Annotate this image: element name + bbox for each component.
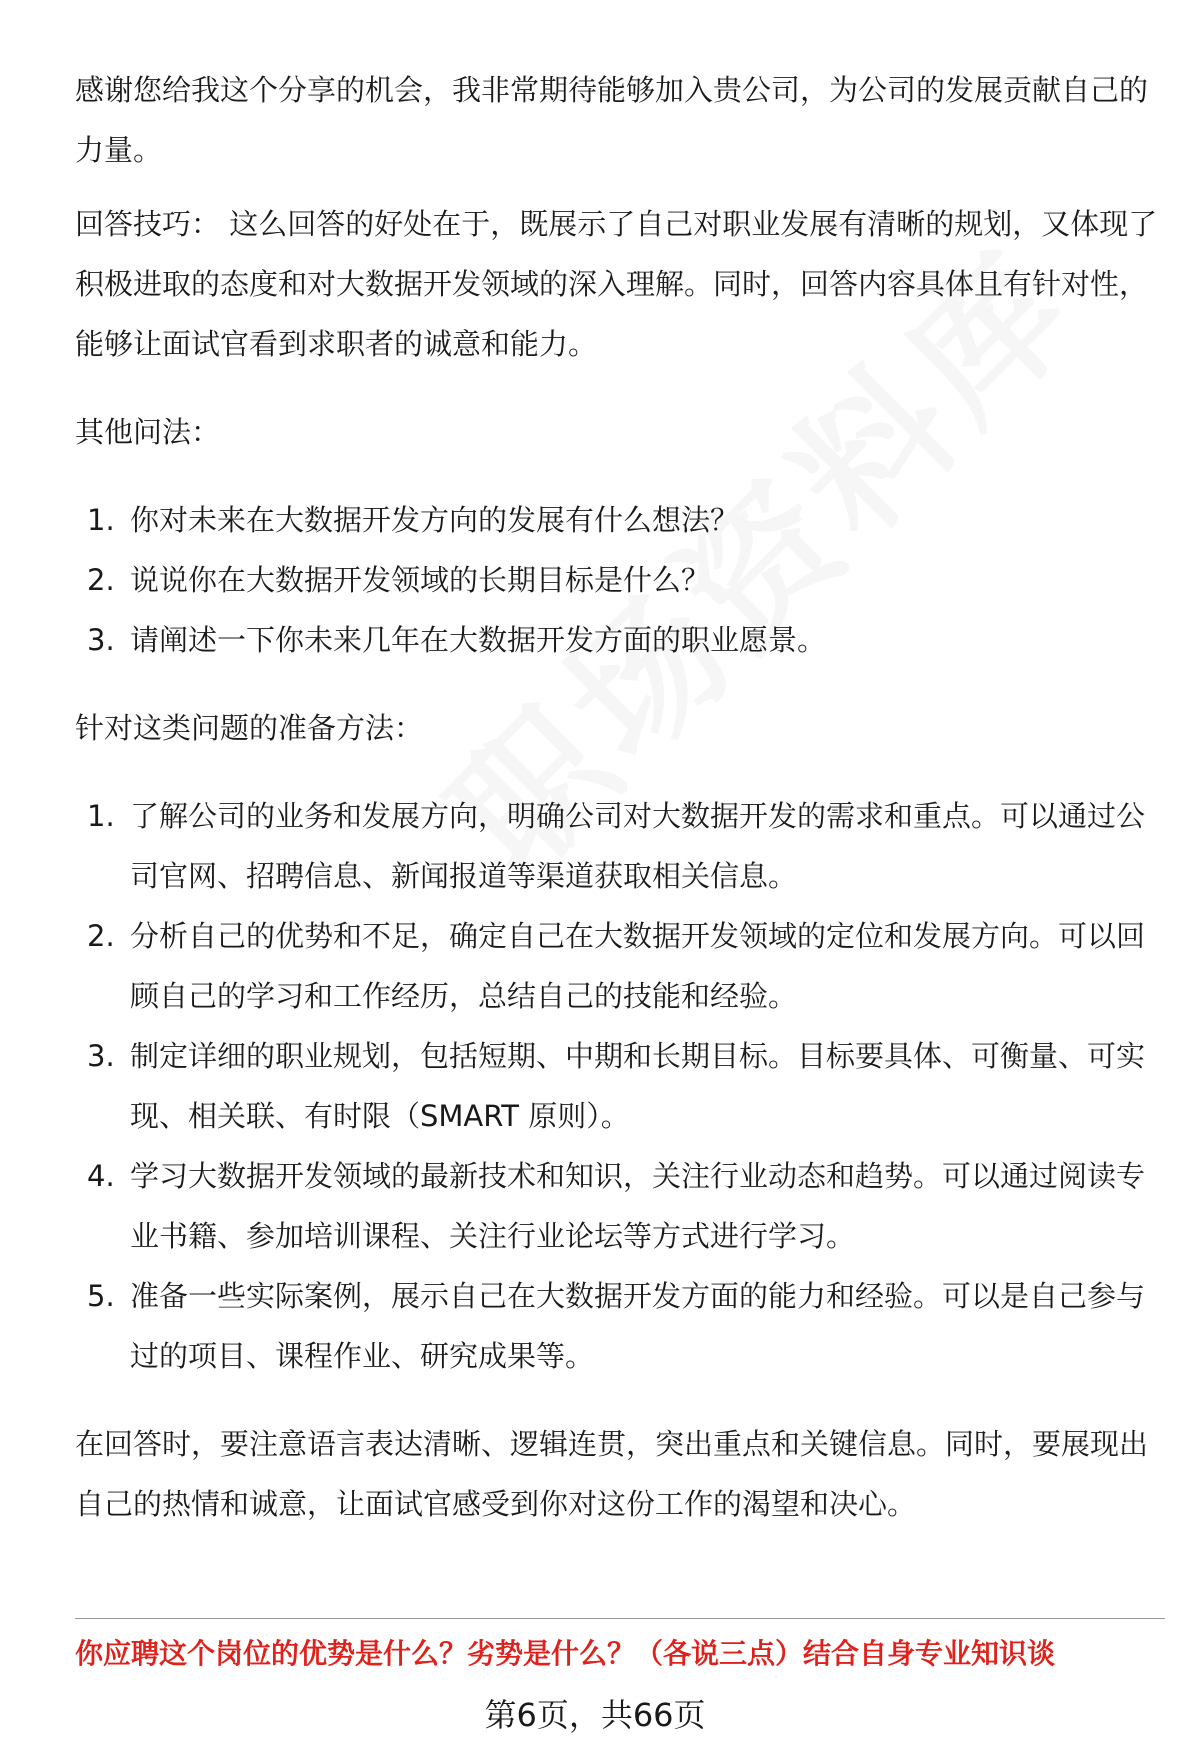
list-item xyxy=(75,490,1165,550)
document-body xyxy=(75,60,1165,1534)
list-item xyxy=(75,1266,1165,1386)
list-item-text: 请阐述一下你未来几年在大数据开发方面的职业愿景。 xyxy=(130,623,827,657)
list-number: 4. xyxy=(87,1159,115,1193)
list-number: 2. xyxy=(87,919,115,953)
list-item-text: 学习大数据开发领域的最新技术和知识，关注行业动态和趋势。可以通过阅读专业书籍、参加培训课程、关注行业论坛等方式进行学习。 xyxy=(130,1159,1146,1253)
list-item-text: 分析自己的优势和不足，确定自己在大数据开发领域的定位和发展方向。可以回顾自己的学习和工作经历，总结自己的技能和经验。 xyxy=(130,919,1146,1013)
list-item xyxy=(75,550,1165,610)
list-item-text: 说说你在大数据开发领域的长期目标是什么？ xyxy=(130,563,711,597)
list-item xyxy=(75,906,1165,1026)
list-item-text: 你对未来在大数据开发方向的发展有什么想法？ xyxy=(130,503,740,537)
page-number: 第6页，共66页 xyxy=(484,1696,706,1734)
list-number: 2. xyxy=(87,563,115,597)
preparation-label: 针对这类问题的准备方法： xyxy=(75,711,424,745)
list-item-text: 制定详细的职业规划，包括短期、中期和长期目标。目标要具体、可衡量、可实现、相关联、有时限（SMART 原则）。 xyxy=(130,1039,1146,1133)
list-number: 3. xyxy=(87,1039,115,1073)
other-questions-list xyxy=(75,490,1165,670)
list-number: 5. xyxy=(87,1279,115,1313)
section-divider xyxy=(75,1618,1165,1619)
list-number: 1. xyxy=(87,503,115,537)
other-questions-label: 其他问法： xyxy=(75,415,221,449)
preparation-list xyxy=(75,786,1165,1386)
list-item xyxy=(75,786,1165,906)
intro-paragraph: 感谢您给我这个分享的机会，我非常期待能够加入贵公司，为公司的发展贡献自己的力量。 xyxy=(75,73,1149,167)
next-question-heading: 你应聘这个岗位的优势是什么？劣势是什么？（各说三点）结合自身专业知识谈 xyxy=(75,1637,1056,1670)
list-item xyxy=(75,1146,1165,1266)
list-item-text: 了解公司的业务和发展方向，明确公司对大数据开发的需求和重点。可以通过公司官网、招聘信息、新闻报道等渠道获取相关信息。 xyxy=(130,799,1146,893)
list-item xyxy=(75,610,1165,670)
list-number: 1. xyxy=(87,799,115,833)
list-item-text: 准备一些实际案例，展示自己在大数据开发方面的能力和经验。可以是自己参与过的项目、课程作业、研究成果等。 xyxy=(130,1279,1146,1373)
list-item xyxy=(75,1026,1165,1146)
closing-paragraph: 在回答时，要注意语言表达清晰、逻辑连贯，突出重点和关键信息。同时，要展现出自己的热情和诚意，让面试官感受到你对这份工作的渴望和决心。 xyxy=(75,1427,1149,1521)
list-number: 3. xyxy=(87,623,115,657)
tip-paragraph: 回答技巧： 这么回答的好处在于，既展示了自己对职业发展有清晰的规划，又体现了积极进取的态度和对大数据开发领域的深入理解。同时，回答内容具体且有针对性，能够让面试官看到求职者的诚意和能力。 xyxy=(75,207,1158,361)
